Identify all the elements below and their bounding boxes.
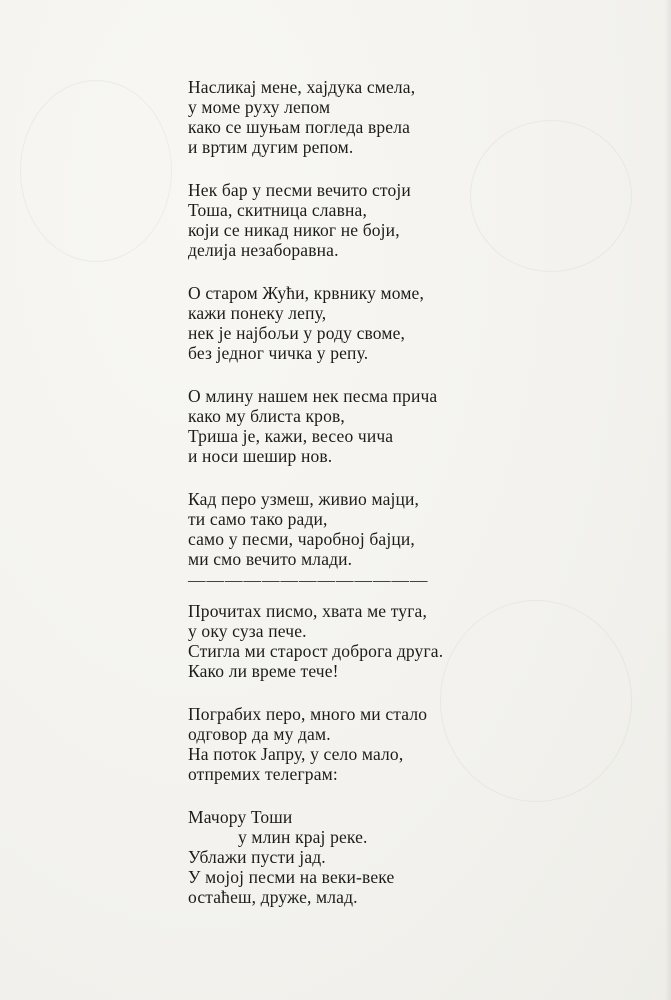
poem-line: Нек бар у песми вечито стоји <box>188 180 411 200</box>
poem-line: Ублажи пусти јад. <box>188 847 326 867</box>
poem-line: Кад перо узмеш, живио мајци, <box>188 489 420 509</box>
poem <box>188 77 658 907</box>
poem-line: у млин крај реке. <box>238 827 368 847</box>
poem-line: и вртим дугим репом. <box>188 137 354 157</box>
poem-line: Стигла ми старост доброга друга. <box>188 641 444 661</box>
poem-line: ми смо вечито млади. <box>188 549 353 569</box>
poem-line: у оку суза пече. <box>188 621 307 641</box>
stanza-gap <box>188 157 658 180</box>
poem-line: Насликај мене, хајдука смела, <box>188 77 416 97</box>
poem-line: Мачору Тоши <box>188 807 293 827</box>
poem-line: Триша је, кажи, весео чича <box>188 426 394 446</box>
poem-line: који се никад никог не боји, <box>188 220 400 240</box>
poem-line: одговор да му дам. <box>188 724 331 744</box>
poem-line: О млину нашем нек песма прича <box>188 386 438 406</box>
poem-line: и носи шешир нов. <box>188 446 333 466</box>
poem-line: У мојој песми на веки-веке <box>188 867 395 887</box>
poem-line: без једног чичка у репу. <box>188 343 369 363</box>
stanza <box>188 807 658 907</box>
poem-line: Како ли време тече! <box>188 661 339 681</box>
poem-line: отпремих телеграм: <box>188 764 338 784</box>
poem-line: ти само тако ради, <box>188 509 328 529</box>
poem-line: у моме руху лепом <box>188 97 331 117</box>
poem-line: кажи понеку лепу, <box>188 303 327 323</box>
bleed-through-shape <box>20 80 172 262</box>
stanza <box>188 283 658 363</box>
poem-line: остаћеш, друже, млад. <box>188 887 358 907</box>
stanza <box>188 704 658 784</box>
stanza-gap <box>188 260 658 283</box>
poem-line: делија незаборавна. <box>188 240 339 260</box>
poem-line: како му блиста кров, <box>188 406 345 426</box>
stanza-gap <box>188 466 658 489</box>
page-edge-shadow <box>665 0 671 1000</box>
poem-line: како се шуњам погледа врела <box>188 117 411 137</box>
poem-line: Тоша, скитница славна, <box>188 200 367 220</box>
poem-line: На поток Јапру, у село мало, <box>188 744 404 764</box>
stanza-gap <box>188 363 658 386</box>
poem-line: Пограбих перо, много ми стало <box>188 704 428 724</box>
dashed-divider: ————————————— <box>188 570 429 590</box>
stanza <box>188 180 658 260</box>
poem-line: само у песми, чаробној бајци, <box>188 529 415 549</box>
poem-line: Прочитах писмо, хвата ме туга, <box>188 601 427 621</box>
stanza <box>188 386 658 466</box>
stanza <box>188 77 658 157</box>
stanza-gap <box>188 681 658 704</box>
poem-line: нек је најбољи у роду своме, <box>188 323 406 343</box>
stanza <box>188 489 658 569</box>
poem-line: О старом Жући, крвнику моме, <box>188 283 424 303</box>
stanza-gap <box>188 590 658 601</box>
stanza <box>188 601 658 681</box>
stanza-gap <box>188 784 658 807</box>
